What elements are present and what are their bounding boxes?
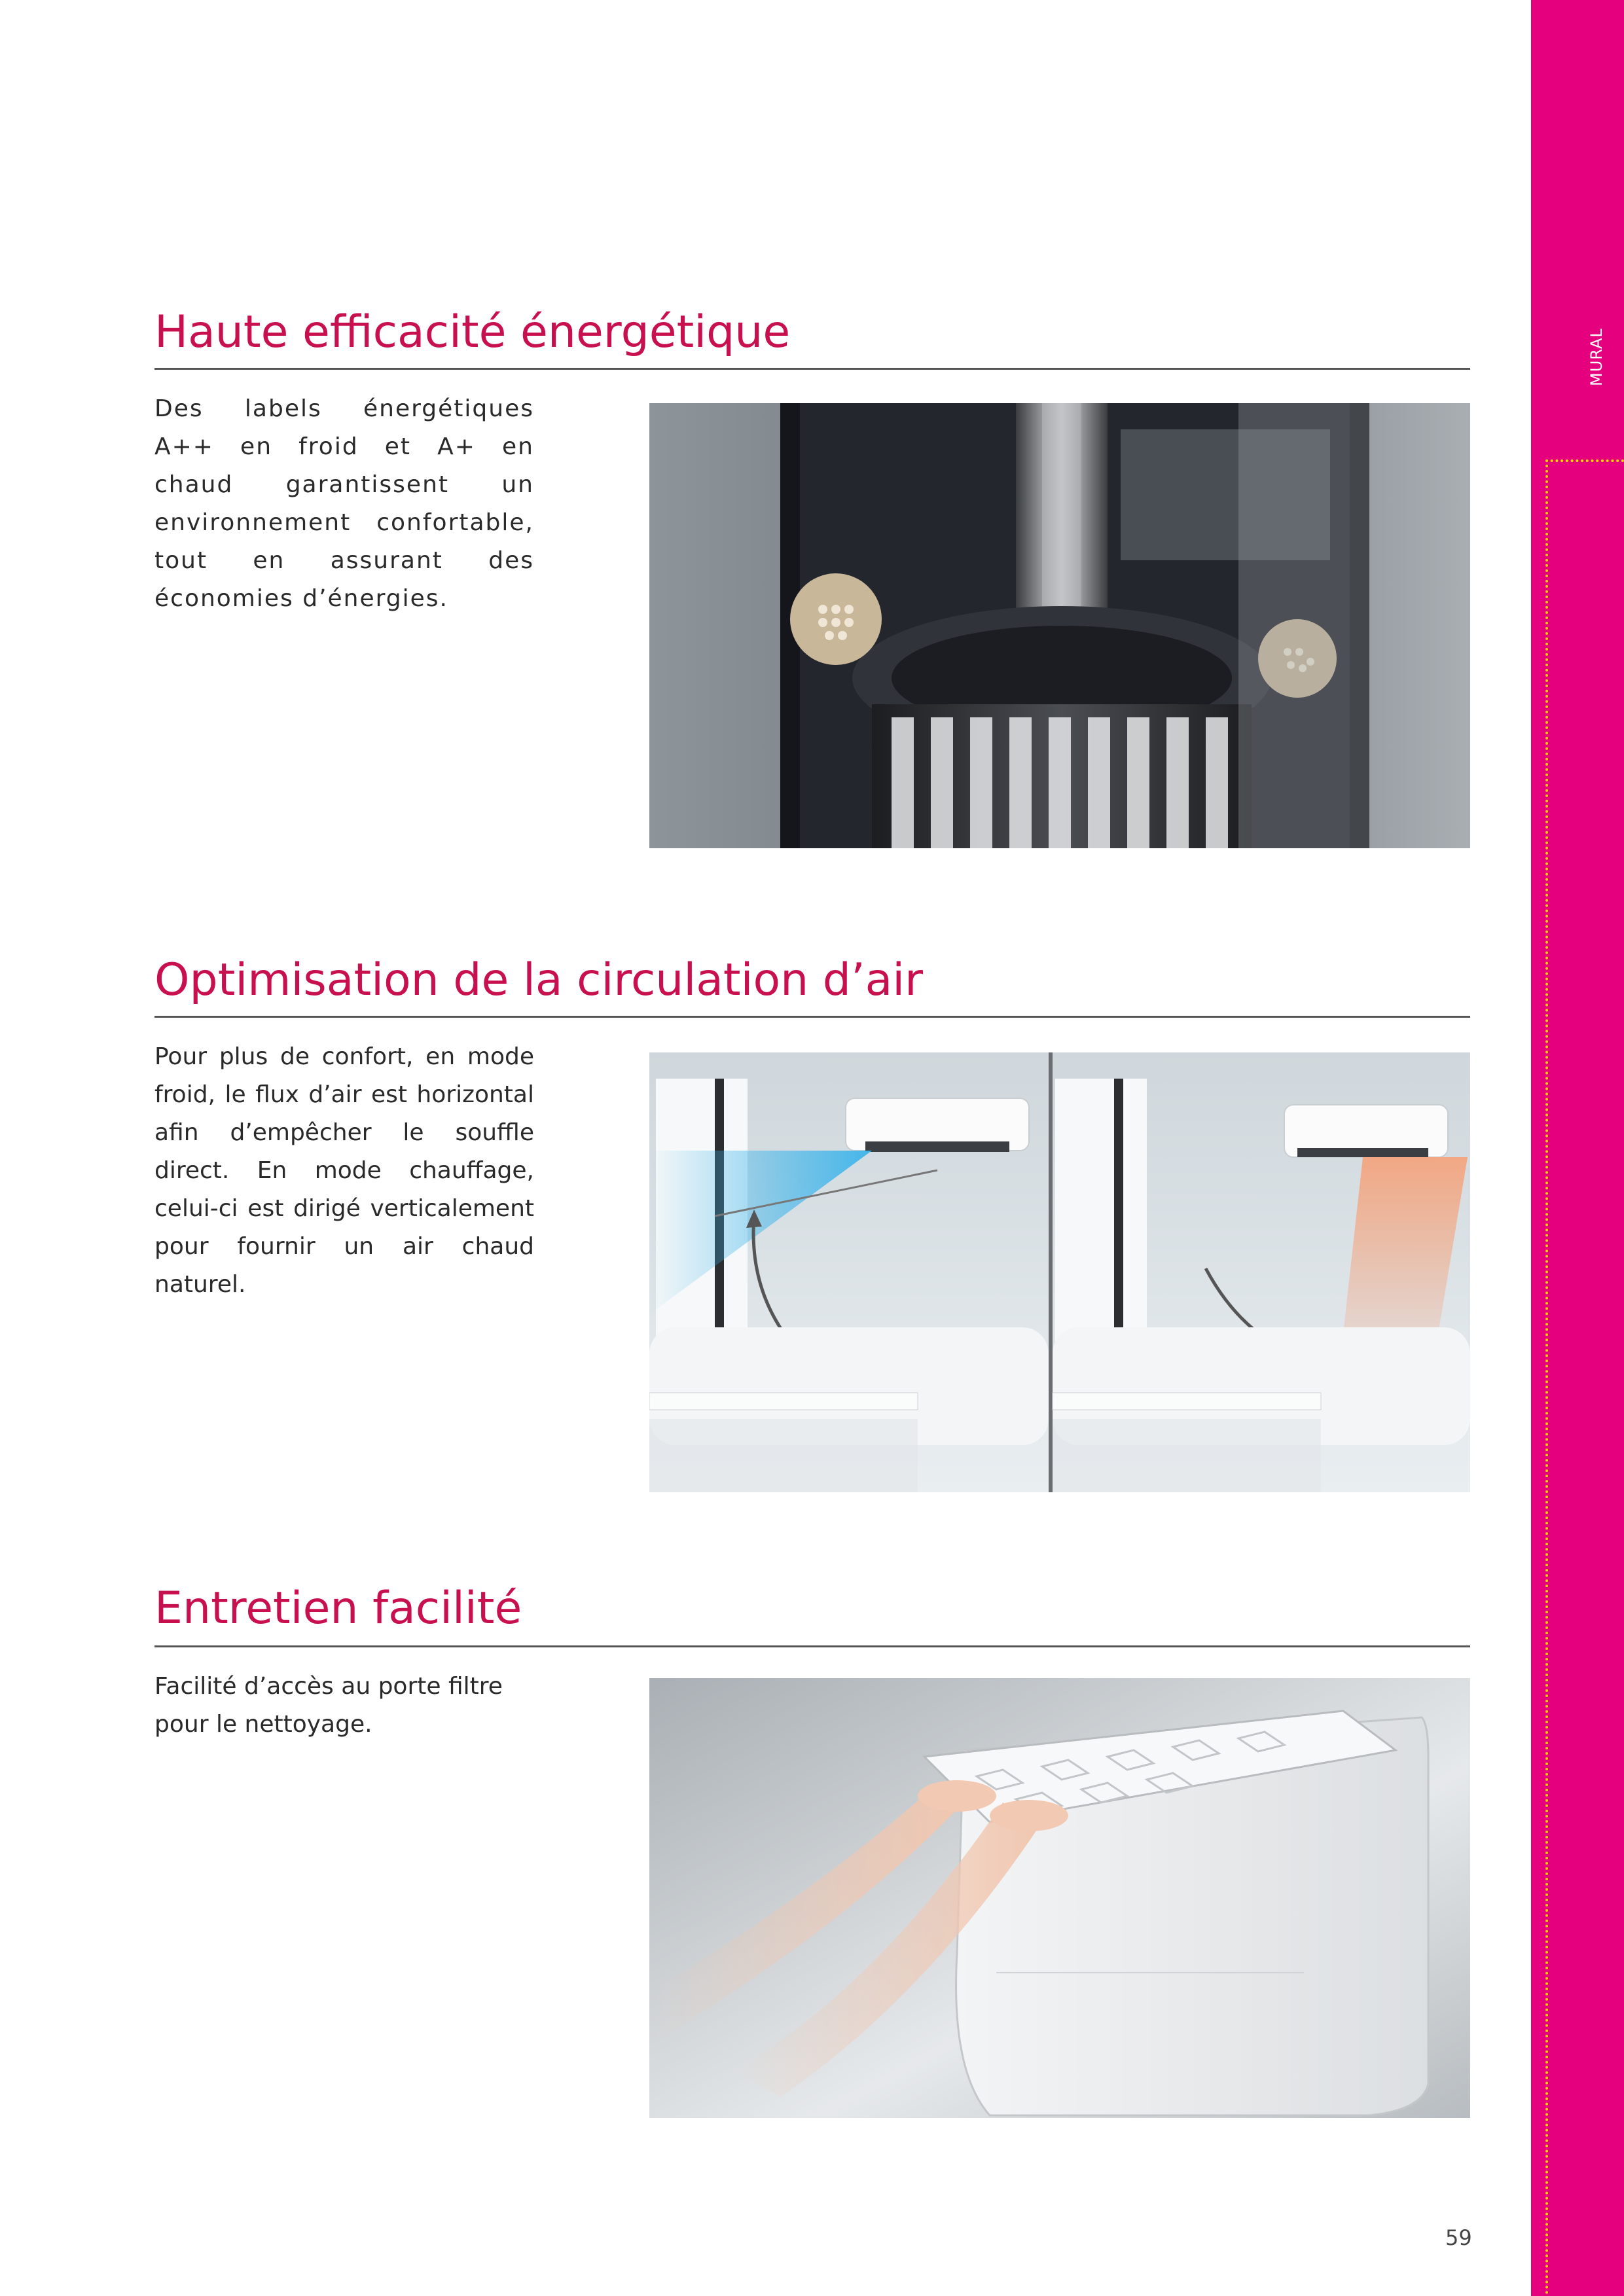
section-divider xyxy=(154,1016,1470,1018)
section-title-airflow: Optimisation de la circulation d’air xyxy=(154,954,924,1006)
section-text-airflow: Pour plus de confort, en mode froid, le flux d’air est horizontal afin d’empêcher le souffle direct. En mode chauffage, celui-ci est dirigé verticalement pour fournir un air chaud naturel. xyxy=(154,1043,534,1298)
compressor-motor-image xyxy=(649,403,1470,848)
section-divider xyxy=(154,368,1470,370)
compressor-motor-icon xyxy=(649,403,1470,848)
section-title-maintenance: Entretien facilité xyxy=(154,1583,522,1634)
airflow-room-icon xyxy=(649,1052,1470,1492)
filter-access-image xyxy=(649,1678,1470,2118)
sidebar-dotted-border xyxy=(1545,459,1624,2296)
section-divider xyxy=(154,1645,1470,1647)
filter-access-icon xyxy=(649,1678,1470,2118)
side-tab-label: MURAL xyxy=(1587,328,1606,386)
page-number: 59 xyxy=(1445,2225,1472,2250)
airflow-room-image xyxy=(649,1052,1470,1492)
section-title-efficiency: Haute efficacité énergétique xyxy=(154,306,791,358)
section-text-maintenance: Facilité d’accès au porte filtre pour le nettoyage. xyxy=(154,1673,503,1738)
section-text-efficiency: Des labels énergétiques A++ en froid et A+ en chaud garantissent un environnement confortable, tout en assurant des économies d’énergies. xyxy=(154,395,534,612)
